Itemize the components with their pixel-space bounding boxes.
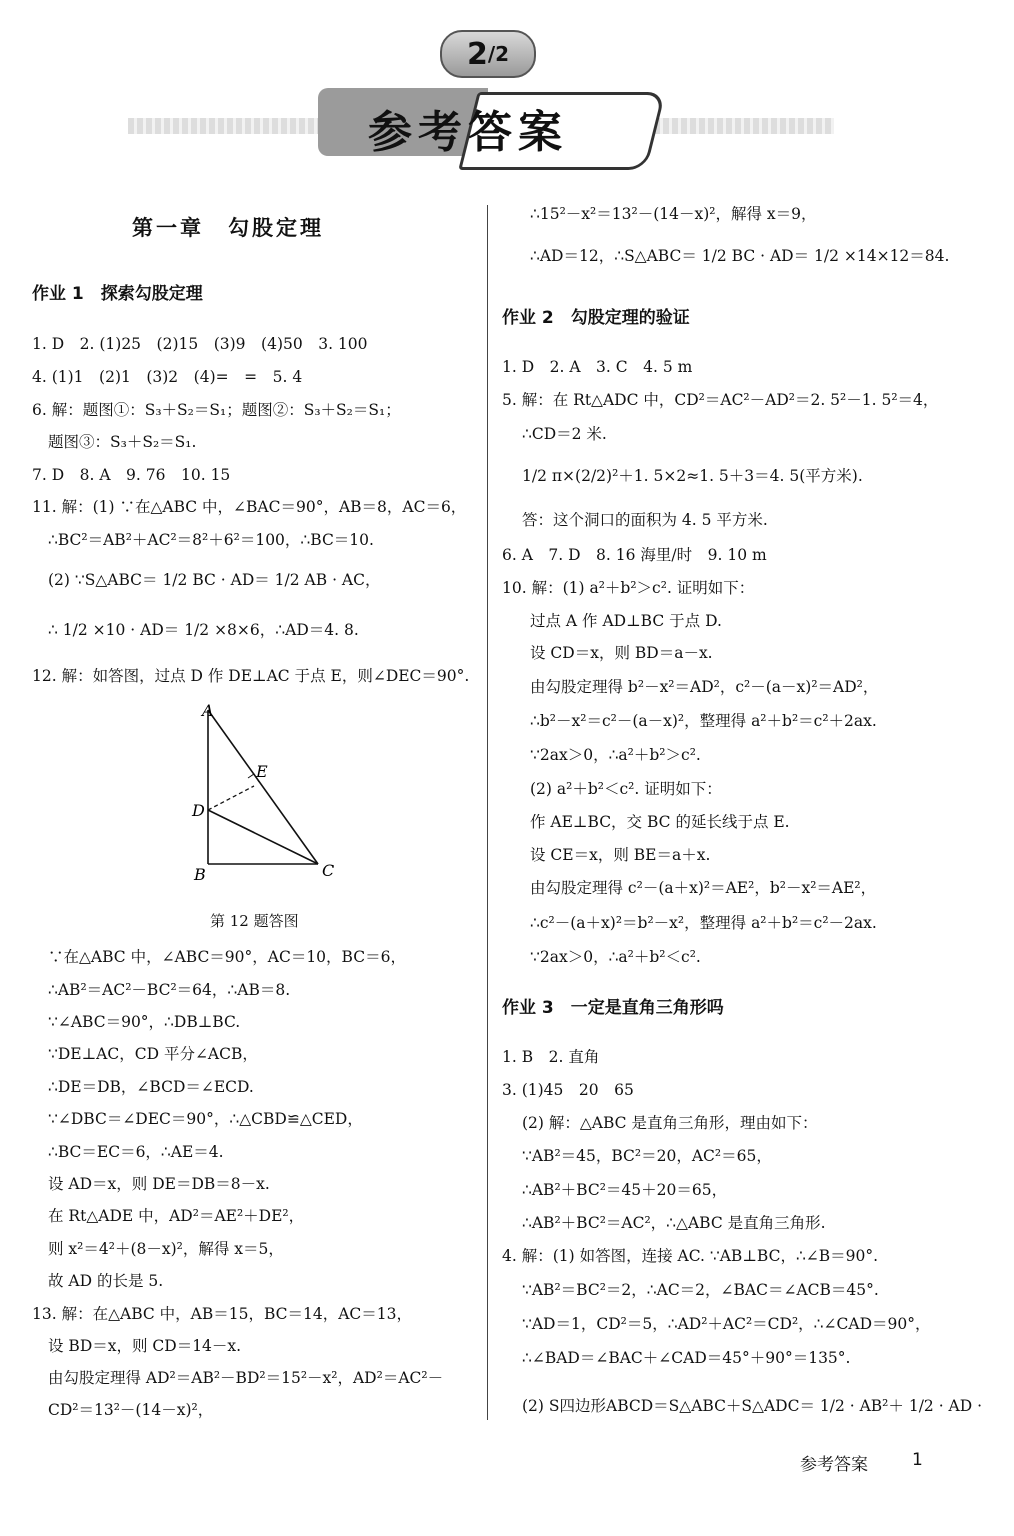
answer-line: 由勾股定理得 AD²＝AB²－BD²＝15²－x²，AD²＝AC²－ [48, 1369, 444, 1387]
point-e-label: E [256, 762, 268, 781]
answer-line: 6. 解：题图①：S₃＋S₂＝S₁；题图②：S₃＋S₂＝S₁； [32, 401, 401, 419]
homework-heading: 作业 3 一定是直角三角形吗 [502, 998, 724, 1018]
answer-line: 1/2 π×(2/2)²＋1. 5×2≈1. 5＋3＝4. 5(平方米). [522, 467, 863, 485]
answer-line: ∴CD＝2 米. [522, 425, 607, 443]
answer-line: 题图③：S₃＋S₂＝S₁. [48, 433, 197, 451]
answer-line: 4. 解：(1) 如答图，连接 AC. ∵AB⊥BC，∴∠B＝90°. [502, 1247, 879, 1265]
answer-line: ∴∠BAD＝∠BAC＋∠CAD＝45°＋90°＝135°. [522, 1349, 851, 1367]
answer-line: (2) S四边形ABCD＝S△ABC＋S△ADC＝ 1/2 · AB²＋ 1/2 · AD · [522, 1397, 983, 1415]
answer-line: ∵∠DBC＝∠DEC＝90°，∴△CBD≌△CED， [48, 1110, 363, 1128]
answer-line: ∴BC＝EC＝6，∴AE＝4. [48, 1143, 224, 1161]
answer-line: 设 AD＝x，则 DE＝DB＝8－x. [48, 1175, 270, 1193]
answer-line: ∵2ax＞0，∴a²＋b²＞c². [530, 746, 701, 764]
answer-line: ∵2ax＞0，∴a²＋b²＜c². [530, 948, 701, 966]
chapter-title: 第一章 勾股定理 [132, 216, 324, 240]
homework-heading: 作业 1 探索勾股定理 [32, 284, 203, 304]
answer-line: ∵AB²＝45，BC²＝20，AC²＝65， [522, 1147, 772, 1165]
answer-line: 1. D 2. A 3. C 4. 5 m [502, 358, 693, 376]
page-number: 1 [912, 1450, 923, 1470]
answer-line: 设 CD＝x，则 BD＝a－x. [530, 644, 713, 662]
answer-line: 7. D 8. A 9. 76 10. 15 [32, 466, 231, 484]
badge-number: 2 [466, 36, 488, 72]
answer-line: (2) 解：△ABC 是直角三角形，理由如下： [522, 1114, 818, 1132]
answer-line: 13. 解：在△ABC 中，AB＝15，BC＝14，AC＝13， [32, 1305, 413, 1323]
answer-line: ∴AB²＝AC²－BC²＝64，∴AB＝8. [48, 981, 291, 999]
answer-line: ∴DE＝DB，∠BCD＝∠ECD. [48, 1078, 254, 1096]
answer-line: ∴c²－(a＋x)²＝b²－x²，整理得 a²＋b²＝c²－2ax. [530, 914, 877, 932]
point-a-label: A [202, 701, 214, 720]
right-column [488, 0, 1014, 1536]
answer-line: 在 Rt△ADE 中，AD²＝AE²＋DE²， [48, 1207, 305, 1225]
answer-line: 5. 解：在 Rt△ADC 中，CD²＝AC²－AD²＝2. 5²－1. 5²＝4， [502, 391, 939, 409]
answer-line: ∵DE⊥AC，CD 平分∠ACB， [48, 1045, 258, 1063]
point-b-label: B [194, 865, 206, 884]
answer-line: CD²＝13²－(14－x)²， [48, 1401, 214, 1419]
answer-line: ∵AD＝1，CD²＝5，∴AD²＋AC²＝CD²，∴∠CAD＝90°， [522, 1315, 931, 1333]
answer-line: 11. 解：(1) ∵在△ABC 中，∠BAC＝90°，AB＝8，AC＝6， [32, 498, 467, 516]
point-d-label: D [192, 801, 205, 820]
answer-line: (2) a²＋b²＜c². 证明如下： [530, 780, 722, 798]
answer-line: ∴AB²＋BC²＝45＋20＝65， [522, 1181, 728, 1199]
answer-line: ∴AB²＋BC²＝AC²，∴△ABC 是直角三角形. [522, 1214, 826, 1232]
answer-line: 则 x²＝4²＋(8－x)²，解得 x＝5， [48, 1240, 284, 1258]
page-title: 参考答案 [368, 107, 568, 158]
answer-line: 3. (1)45 20 65 [502, 1081, 634, 1099]
answer-line: 答：这个洞口的面积为 4. 5 平方米. [522, 511, 768, 529]
answer-line: ∴15²－x²＝13²－(14－x)²，解得 x＝9， [530, 205, 817, 223]
answer-line: 故 AD 的长是 5. [48, 1272, 164, 1290]
answer-line: 由勾股定理得 b²－x²＝AD²，c²－(a－x)²＝AD²， [530, 678, 879, 696]
answer-line: ∴b²－x²＝c²－(a－x)²，整理得 a²＋b²＝c²＋2ax. [530, 712, 877, 730]
answer-line: 12. 解：如答图，过点 D 作 DE⊥AC 于点 E，则∠DEC＝90°. [32, 667, 470, 685]
answer-line: 由勾股定理得 c²－(a＋x)²＝AE²，b²－x²＝AE²， [530, 879, 877, 897]
answer-line: ∴AD＝12，∴S△ABC＝ 1/2 BC · AD＝ 1/2 ×14×12＝84. [530, 247, 950, 265]
badge-total: /2 [487, 42, 510, 66]
answer-line: 作 AE⊥BC，交 BC 的延长线于点 E. [530, 813, 790, 831]
answer-line: 过点 A 作 AD⊥BC 于点 D. [530, 612, 722, 630]
answer-line: 设 CE＝x，则 BE＝a＋x. [530, 846, 711, 864]
answer-line: 设 BD＝x，则 CD＝14－x. [48, 1337, 242, 1355]
point-c-label: C [322, 861, 335, 880]
triangle-figure [180, 696, 350, 886]
left-column [0, 0, 487, 1536]
footer-label: 参考答案 [800, 1455, 868, 1475]
answer-line: ∵AB²＝BC²＝2，∴AC＝2，∠BAC＝∠ACB＝45°. [522, 1281, 879, 1299]
answer-line: ∵在△ABC 中，∠ABC＝90°，AC＝10，BC＝6， [48, 948, 406, 966]
answer-line: (2) ∵S△ABC＝ 1/2 BC · AD＝ 1/2 AB · AC， [48, 571, 381, 589]
answer-line: ∴BC²＝AB²＋AC²＝8²＋6²＝100，∴BC＝10. [48, 531, 374, 549]
answer-line: 4. (1)1 (2)1 (3)2 (4)= = 5. 4 [32, 368, 303, 386]
answer-line: 6. A 7. D 8. 16 海里/时 9. 10 m [502, 546, 767, 564]
answer-line: ∴ 1/2 ×10 · AD＝ 1/2 ×8×6，∴AD＝4. 8. [48, 621, 359, 639]
answer-line: 1. D 2. (1)25 (2)15 (3)9 (4)50 3. 100 [32, 335, 368, 353]
answer-line: 10. 解：(1) a²＋b²＞c². 证明如下： [502, 579, 755, 597]
answer-line: ∵∠ABC＝90°，∴DB⊥BC. [48, 1013, 241, 1031]
figure-caption: 第 12 题答图 [210, 912, 299, 930]
answer-line: 1. B 2. 直角 [502, 1048, 600, 1066]
homework-heading: 作业 2 勾股定理的验证 [502, 308, 690, 328]
